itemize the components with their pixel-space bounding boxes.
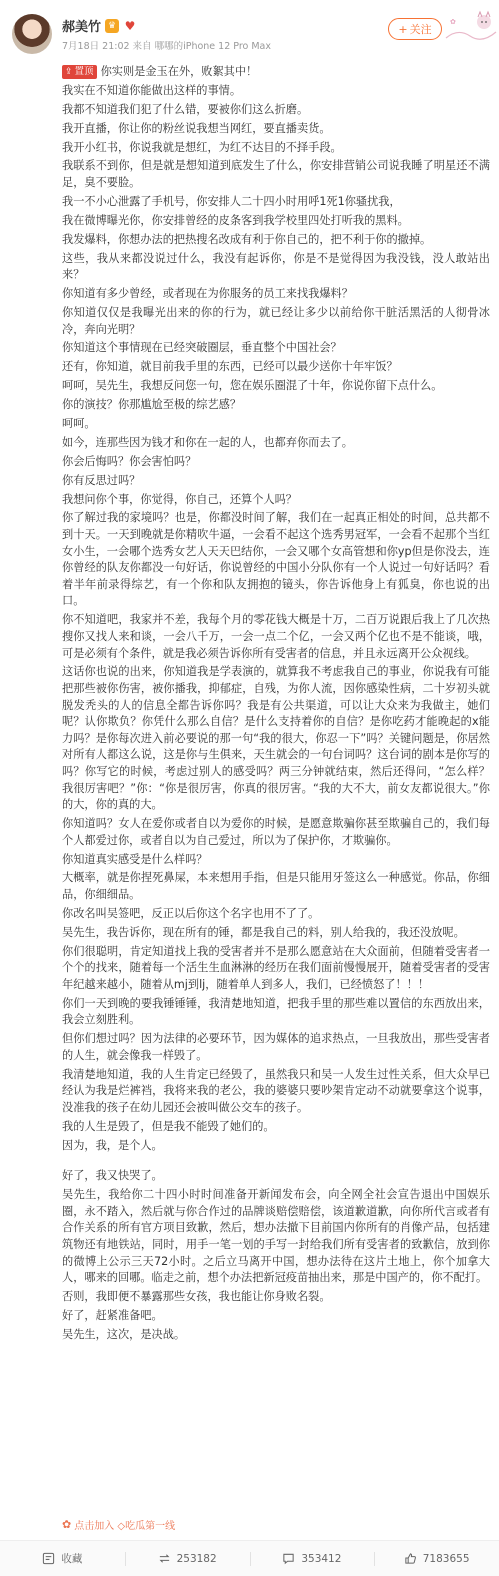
- post-paragraph: 你知道吗？女人在爱你或者自以为爱你的时候，是愿意欺骗你甚至欺骗自己的，我们每个人都爱过你，或者自以为自己爱过，所以为了保护你，才欺骗你。: [62, 817, 490, 847]
- repost-button[interactable]: [125, 1541, 250, 1576]
- post-paragraph: 呵呵。: [62, 417, 96, 431]
- post-paragraph: [62, 64, 490, 81]
- like-count: 7183655: [422, 1552, 470, 1565]
- post-paragraph: 大概率，就是你捏死鼻屎，本来想用手指，但是只能用牙签这么一种感觉。你品，你细品，你细细品。: [62, 871, 490, 902]
- repost-icon: [158, 1552, 171, 1565]
- post-paragraph: 我想问你个事，你觉得，你自己，还算个人吗？: [62, 492, 297, 506]
- post-paragraph: 我发爆料，你想办法的把热搜名改成有利于你自己的，把不利于你的撤掉。: [62, 232, 432, 246]
- post-paragraph-text: 你实则是金玉在外，败絮其中！: [100, 65, 258, 78]
- svg-text:✿: ✿: [450, 18, 456, 26]
- repost-count: 253182: [176, 1552, 217, 1565]
- bookmark-icon: [42, 1552, 55, 1565]
- post-paragraph: 但你们想过吗？因为法律的必要环节，因为媒体的追求热点，一旦我放出，那些受害者的人生，就会像我一样毁了。: [62, 1032, 490, 1062]
- post-paragraph: 你改名叫吴签吧，反正以后你这个名字也用不了了。: [62, 906, 320, 920]
- supertopic-link[interactable]: [62, 1517, 175, 1532]
- avatar[interactable]: [12, 14, 52, 54]
- username-row: [62, 16, 137, 35]
- post-paragraph: 我清楚地知道，我的人生肯定已经毁了，虽然我只和吴一人发生过性关系，但大众早已经认为我是烂裤裆，我将来我的老公，我的婆婆只要吵架肯定动不动就要拿这个说事，没准我的孩子在幼儿园还会被叫做公交车的孩子。: [62, 1067, 490, 1114]
- post-body: [62, 64, 490, 1346]
- cat-decoration-icon: [444, 8, 498, 48]
- post-paragraph: 你有反思过吗？: [62, 473, 141, 487]
- favorite-label: 收藏: [61, 1553, 83, 1565]
- header-decoration: [0, 0, 499, 6]
- post-paragraph: 好了，赶紧准备吧。: [62, 1308, 163, 1322]
- post-paragraph: 我开小红书，你说我就是想红，为红不达目的不择手段。: [62, 140, 342, 154]
- pinned-tag: [62, 65, 97, 79]
- post-paragraph: 你知道这个事情现在已经突破圈层，垂直整个中国社会？: [62, 341, 342, 355]
- follow-label: 关注: [409, 23, 432, 36]
- post-paragraph: 我开直播，你让你的粉丝说我想当网红，要直播卖货。: [62, 121, 331, 135]
- post-header: [0, 8, 499, 60]
- action-bar: [0, 1540, 499, 1576]
- like-icon: [404, 1552, 417, 1565]
- post-paragraph: 如今，连那些因为钱才和你在一起的人，也都弃你而去了。: [62, 435, 353, 449]
- post-paragraph: 我在微博曝光你，你安排曾经的皮条客到我学校里四处打听我的黑料。: [62, 213, 409, 227]
- post-paragraph: 你知道有多少曾经，或者现在为你服务的员工来找我爆料？: [62, 287, 353, 301]
- post-paragraph: 你会后悔吗？你会害怕吗？: [62, 454, 197, 468]
- post-paragraph: 你的演技？你那尴尬至极的综艺感？: [62, 398, 242, 412]
- post-paragraph: 吴先生，我告诉你，现在所有的锤，都是我自己的料，别人给我的，我还没放呢。: [62, 925, 465, 939]
- post-paragraph: 好了，我又快哭了。: [62, 1169, 163, 1183]
- post-paragraph: 我联系不到你，但是就是想知道到底发生了什么，你安排营销公司说我睡了明星还不满足，臭不要脸。: [62, 159, 490, 190]
- post-paragraph: 我都不知道我们犯了什么错，要被你们这么折磨。: [62, 102, 309, 116]
- post-paragraph: 否则，我即便不暴露那些女孩，我也能让你身败名裂。: [62, 1290, 331, 1304]
- post-paragraph: 还有，你知道，就目前我手里的东西，已经可以最少送你十年牢饭？: [62, 360, 398, 374]
- comment-count: 353412: [301, 1552, 342, 1565]
- post-paragraph: 你们一天到晚的要我锤锤锤，我清楚地知道，把我手里的那些难以置信的东西放出来，我会立刻胜利。: [62, 996, 490, 1027]
- comment-icon: [282, 1552, 295, 1565]
- post-meta: 7月18日 21:02 来自 哪哪的iPhone 12 Pro Max: [62, 41, 271, 52]
- username[interactable]: 郝美竹: [62, 20, 102, 35]
- post-paragraph: 你知道真实感受是什么样吗？: [62, 852, 208, 866]
- post-paragraph: 吴先生，这次，是决战。: [62, 1327, 186, 1341]
- gift-badge-icon: ♥: [124, 18, 136, 33]
- pinned-tag-label: 置顶: [74, 66, 94, 77]
- post-paragraph: 吴先生，我给你二十四小时时间准备开新闻发布会，向全网全社会宣告退出中国娱乐圈，永不踏入，然后就与你合作过的品牌谈赔偿赔偿，该道歉道歉，向你所代言或者有合作关系的所有官方项目致歉，然后，想办法撤下目前国内你所有的肖像产品，包括建筑物还有地铁站，同时，用手一笔一划的手写一封给我们所有受害者的致歉信，放到你的微博上公示三天72小时。之后立马离开中国，想办法待在这片土地上，你个加拿大人，哪来的回哪。临走之前，想个办法把新冠疫苗抽出来，那是中国产的，你不配打。: [62, 1188, 490, 1285]
- pin-icon: ⇪: [65, 67, 73, 77]
- plus-icon: +: [398, 22, 408, 36]
- post-paragraph: 我的人生是毁了，但是我不能毁了她们的。: [62, 1119, 275, 1133]
- favorite-button[interactable]: [0, 1541, 125, 1576]
- post-paragraph: 你们很聪明，肯定知道找上我的受害者并不是那么愿意站在大众面前，但随着受害者一个个的找来，随着每一个活生生血淋淋的经历在我们面前慢慢展开，随着受害者的受害年纪越来越小，随着从mj到lj，随着单人到多人，我们，已经愤怒了！！！: [62, 944, 490, 991]
- comment-button[interactable]: [250, 1541, 375, 1576]
- post-paragraph: 我实在不知道你能做出这样的事情。: [62, 83, 242, 97]
- post-paragraph: 我一不小心泄露了手机号，你安排人二十四小时用呼1死1你骚扰我，: [62, 194, 401, 208]
- post-paragraph: 呵呵，吴先生，我想反问您一句，您在娱乐圈混了十年，你说你留下点什么。: [62, 379, 443, 393]
- follow-button[interactable]: [388, 18, 442, 40]
- vip-badge-icon: ♛: [105, 19, 119, 33]
- post-paragraph: 你知道仅仅是我曝光出来的你的行为，就已经让多少以前给你干脏活黑活的人彻骨冰冷，奔向光明？: [62, 305, 490, 336]
- post-paragraph: 你了解过我的家境吗？也是，你都没时间了解，我们在一起真正相处的时间，总共都不到十天。一天到晚就是你精吹牛逼，一会看不起这个选秀男冠军，一会看不起那个当红女小生，一会哪个选秀女艺人天天巴结你，一会又哪个女高管想和你yp但是你没去，连你曾经的队友你都没一句好话，你说曾经的中国小分队你有一个人说过一句好话吗？看着半年前录得综艺，有一个你和队友拥抱的镜头，你告诉他身上有狐臭，你也说的出口。: [62, 511, 490, 608]
- supertopic-label: 点击加入 ◇吃瓜第一线: [74, 1521, 176, 1532]
- post-paragraph: 因为，我，是个人。: [62, 1138, 163, 1152]
- like-button[interactable]: [374, 1541, 499, 1576]
- flower-icon: ✿: [62, 1518, 72, 1531]
- post-paragraph: 这话你也说的出来，你知道我是学表演的，就算我不考虑我自己的事业，你说我有可能把那些被你伤害，被你播我，抑郁症，自残，为你人流，因你感染性病，二十岁初头就脱发秃头的人的信息全都告诉你吗？我是有公共渠道，可以让大众来为我做主，她们呢？认你欺负？你凭什么那么自信？是什么支持着你的自信？是你吃药才能晚起的x能力吗？是你每次进入前必要说的那一句“我的很大，你忍一下”吗？关键问题是，你居然对所有人都这么说，这是你与生俱来，天生就会的一句台词吗？这台词的剧本是你写的吗？你写它的时候，考虑过别人的感受吗？两三分钟就结束，然后还得问，“怎么样？我很厉害吧？”你：“你是很厉害，你真的很厉害。“我的大不大，前女友都说很大。”你的大，你的真的大。: [62, 665, 490, 812]
- post-paragraph: 你不知道吧，我家并不差，我每个月的零花钱大概是十万，二百万说跟后我上了几次热搜你又找人来和谈，一会八千万，一会一点二个亿，一会又两个亿也不是不能谈，哦，可是必须有个条件，就是我必须告诉你所有受害者的信息，并且永远离开公众视线。: [62, 613, 490, 660]
- post-paragraph: 这些，我从来都没说过什么，我没有起诉你，你是不是觉得因为我没钱，没人敢站出来？: [62, 251, 490, 282]
